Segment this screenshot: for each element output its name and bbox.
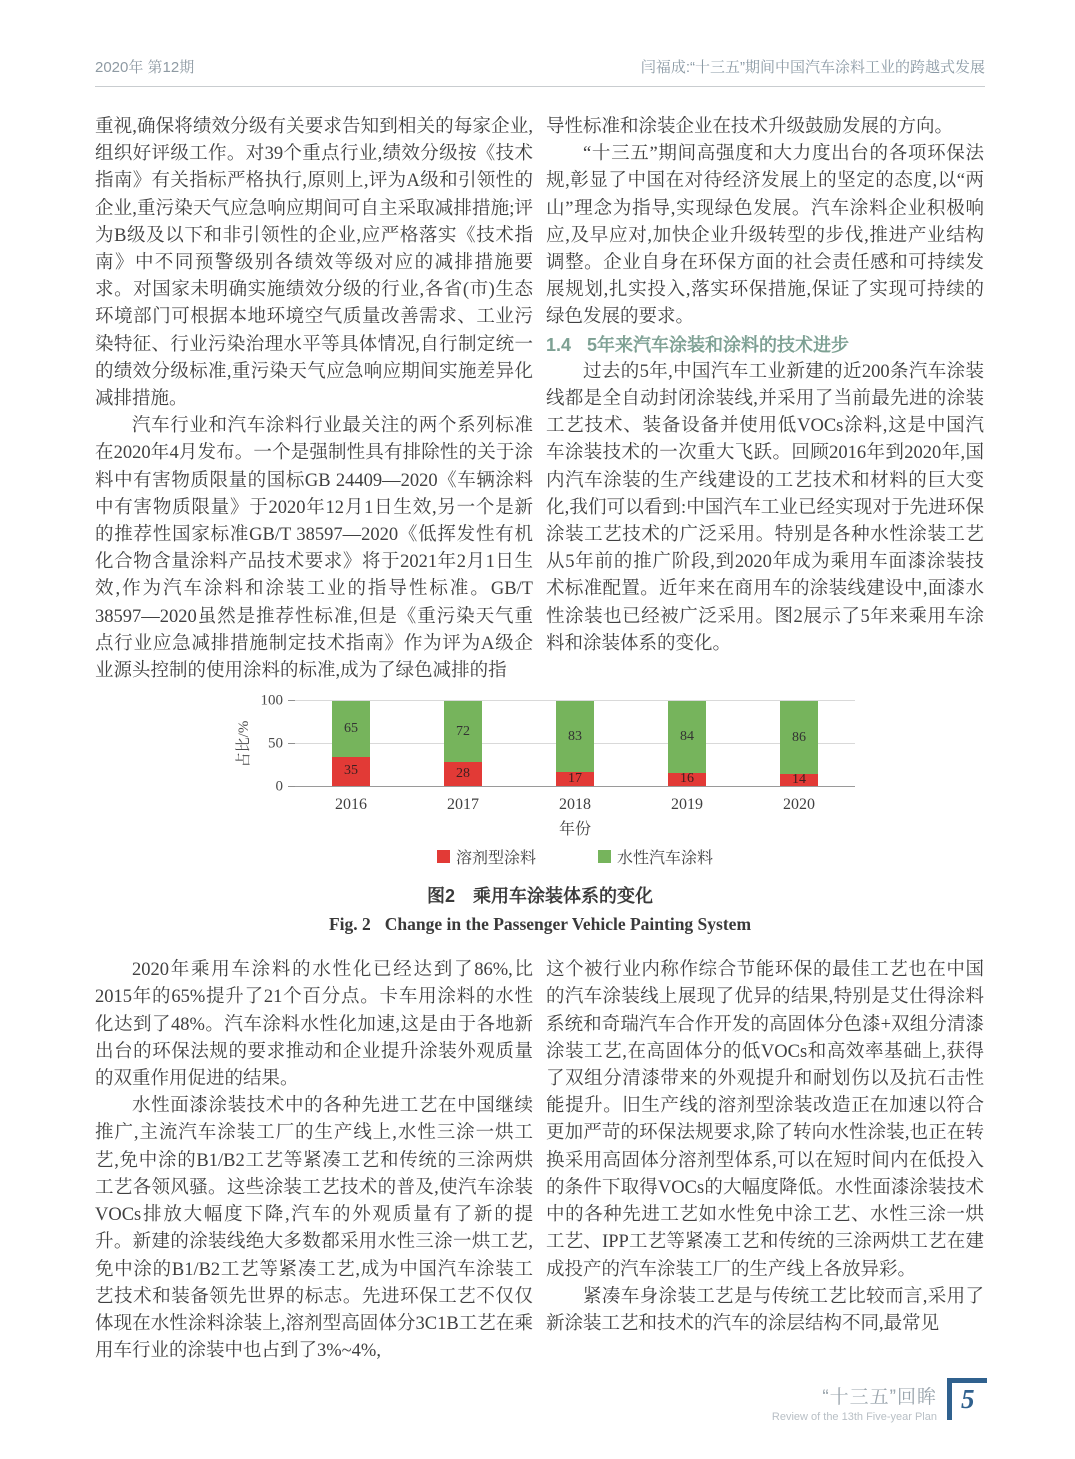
x-tick-label: 2019 — [671, 796, 703, 814]
section-title: 5年来汽车涂装和涂料的技术进步 — [587, 334, 850, 355]
y-tick-label: 100 — [260, 692, 283, 709]
bar-value-label: 84 — [680, 728, 694, 744]
x-tick-label: 2016 — [335, 796, 367, 814]
legend-item — [437, 845, 536, 868]
chart-plot-bars — [295, 701, 855, 786]
figure-caption-zh — [95, 882, 985, 908]
y-tick-label: 0 — [275, 778, 283, 795]
figure-caption-en-text: Change in the Passenger Vehicle Painting System — [384, 914, 752, 935]
figure-caption-zh-label: 图2 — [426, 886, 455, 907]
stacked-bar-2018 — [556, 701, 594, 786]
page-footer — [772, 1378, 987, 1423]
paragraph: 汽车行业和汽车涂料行业最关注的两个系列标准在2020年4月发布。一个是强制性具有排除性的关于涂料中有害物质限量的国标GB 24409—2020《车辆涂料中有害物质限量》于2020年12月1日生效,另一个是新的推荐性国家标准GB/T 38597—2020《低挥发性有机化合物含量涂料产品技术要求》将于2021年2月1日生效,作为汽车涂料和涂装工业的指导性标准。GB/T 38597—2020虽然是推荐性标准,但是《重污染天气重点行业应急减排措施制定技术指南》作为评为A级企业源头控制的使用涂料的标准,成为了绿色减排的指 — [95, 416, 533, 682]
figure-2 — [95, 692, 985, 935]
bar-segment-水性汽车涂料 — [668, 701, 706, 772]
x-tick-label: 2020 — [783, 796, 815, 814]
right-column-bottom — [546, 957, 984, 1365]
left-column-bottom — [95, 957, 533, 1365]
stacked-bar-2016 — [332, 701, 370, 786]
bar-segment-溶剂型涂料 — [780, 774, 818, 786]
stacked-bar-chart — [225, 692, 855, 868]
legend-item — [598, 845, 713, 868]
y-tick-mark — [288, 786, 295, 787]
page-number: 5 — [961, 1384, 975, 1414]
footer-title-en: Review of the 13th Five-year Plan — [771, 1411, 937, 1423]
stacked-bar-2017 — [444, 701, 482, 786]
chart-plot — [295, 701, 855, 787]
stacked-bar-2019 — [668, 701, 706, 786]
y-tick-mark — [288, 743, 295, 744]
x-tick-label: 2018 — [559, 796, 591, 814]
paragraph: 这个被行业内称作综合节能环保的最佳工艺也在中国的汽车涂装线上展现了优异的结果,特别是艾仕得涂料系统和奇瑞汽车合作开发的高固体分色漆+双组分清漆涂装工艺,在高固体分的低VOCs和高效率基础上,获得了双组分清漆带来的外观提升和耐划伤以及抗石击性能提升。旧生产线的溶剂型涂装改造正在加速以符合更加严苛的环保法规要求,除了转向水性涂装,也正在转换采用高固体分溶剂型体系,可以在短时间内在低投入的条件下取得VOCs的大幅度降低。水性面漆涂装技术中的各种先进工艺如水性免中涂工艺、水性三涂一烘工艺、IPP工艺等紧凑工艺和传统的三涂两烘工艺在建成投产的汽车涂装工厂的生产线上各放异彩。 — [546, 960, 984, 1280]
chart-legend — [295, 845, 855, 868]
paragraph: 导性标准和涂装企业在技术升级鼓励发展的方向。 — [546, 117, 954, 137]
paragraph: 紧凑车身涂装工艺是与传统工艺比较而言,采用了新涂装工艺和技术的汽车的涂层结构不同,最常见 — [546, 1286, 984, 1334]
right-column-top — [546, 114, 984, 685]
legend-label: 水性汽车涂料 — [617, 850, 714, 868]
y-tick-label: 50 — [268, 735, 283, 752]
figure-caption-zh-text: 乘用车涂装体系的变化 — [473, 886, 653, 907]
bar-value-label: 35 — [344, 763, 358, 779]
chart-x-ticks — [295, 796, 855, 814]
bar-value-label: 72 — [456, 723, 470, 739]
legend-swatch — [437, 850, 450, 863]
section-number: 1.4 — [546, 334, 572, 355]
bar-segment-水性汽车涂料 — [780, 701, 818, 774]
legend-label: 溶剂型涂料 — [455, 850, 536, 868]
legend-swatch — [598, 850, 611, 863]
x-tick-label: 2017 — [447, 796, 479, 814]
bar-segment-水性汽车涂料 — [444, 701, 482, 762]
paragraph: 2020年乘用车涂料的水性化已经达到了86%,比2015年的65%提升了21个百分点。卡车用涂料的水性化达到了48%。汽车涂料水性化加速,这是由于各地新出台的环保法规的要求推动和企业提升涂装外观质量的双重作用促进的结果。 — [95, 960, 533, 1090]
bar-segment-溶剂型涂料 — [556, 772, 594, 786]
bar-value-label: 28 — [456, 766, 470, 782]
section-heading — [546, 332, 984, 359]
figure-caption-en — [95, 914, 985, 935]
bar-segment-水性汽车涂料 — [556, 701, 594, 772]
bar-value-label: 83 — [568, 728, 582, 744]
lower-text-section — [95, 957, 985, 1365]
bar-value-label: 17 — [568, 771, 582, 787]
upper-text-section — [95, 114, 985, 685]
bar-value-label: 14 — [792, 772, 806, 788]
paragraph: 过去的5年,中国汽车工业新建的近200条汽车涂装线都是全自动封闭涂装线,并采用了当前最先进的涂装工艺技术、装备设备并使用低VOCs涂料,这是中国汽车涂装技术的一次重大飞跃。回顾2016年到2020年,国内汽车涂装的生产线建设的工艺技术和材料的巨大变化,我们可以看到:中国汽车工业已经实现对于先进环保涂装工艺技术的广泛采用。特别是各种水性涂装工艺从5年前的推广阶段,到2020年成为乘用车面漆涂装技术标准配置。近年来在商用车的涂装线建设中,面漆水性涂装也已经被广泛采用。图2展示了5年来乘用车涂料和涂装体系的变化。 — [546, 361, 984, 654]
bar-value-label: 86 — [792, 729, 806, 745]
bar-value-label: 16 — [680, 771, 694, 787]
paragraph: 水性面漆涂装技术中的各种先进工艺在中国继续推广,主流汽车涂装工厂的生产线上,水性三涂一烘工艺,免中涂的B1/B2工艺等紧凑工艺和传统的三涂两烘工艺各领风骚。这些涂装工艺技术的普及,使汽车涂装VOCs排放大幅度下降,汽车的外观质量有了新的提升。新建的涂装线绝大多数都采用水性三涂一烘工艺,免中涂的B1/B2工艺等紧凑工艺,成为中国汽车涂装工艺技术和装备领先世界的标志。先进环保工艺不仅仅体现在水性涂料涂装上,溶剂型高固体分3C1B工艺在乘用车行业的涂装中也占到了3%~4%, — [95, 1096, 533, 1362]
page-number-bracket — [947, 1378, 987, 1420]
figure-caption-en-label: Fig. 2 — [328, 914, 371, 935]
bar-segment-水性汽车涂料 — [332, 701, 370, 756]
y-axis-label: 占比/% — [235, 720, 252, 768]
x-axis-label: 年份 — [558, 821, 591, 839]
bar-segment-溶剂型涂料 — [444, 762, 482, 786]
footer-title-zh: “十三五”回眸 — [822, 1387, 937, 1408]
paragraph: 重视,确保将绩效分级有关要求告知到相关的每家企业,组织好评级工作。对39个重点行业,绩效分级按《技术指南》有关指标严格执行,原则上,评为A级和引领性的企业,重污染天气应急响应期间可自主采取减排措施;评为B级及以下和非引领性的企业,应严格落实《技术指南》中不同预警级别各绩效等级对应的减排措施要求。对国家未明确实施绩效分级的行业,各省(市)生态环境部门可根据本地环境空气质量改善需求、工业污染特征、行业污染治理水平等具体情况,自行制定统一的绩效分级标准,重污染天气应急响应期间实施差异化减排措施。 — [95, 117, 533, 410]
footer-text — [772, 1378, 937, 1423]
bar-segment-溶剂型涂料 — [668, 773, 706, 787]
issue-info: 2020年 第12期 — [95, 59, 195, 76]
bar-segment-溶剂型涂料 — [332, 757, 370, 787]
y-axis-label-cell — [225, 701, 252, 787]
page-header — [95, 56, 985, 87]
y-tick-mark — [288, 700, 295, 701]
left-column-top — [95, 114, 533, 685]
paragraph: “十三五”期间高强度和大力度出台的各项环保法规,彰显了中国在对待经济发展上的坚定的态度,以“两山”理念为指导,实现绿色发展。汽车涂料企业积极响应,及早应对,加快企业升级转型的步伐,推进产业结构调整。企业自身在环保方面的社会责任感和可持续发展规划,扎实投入,落实环保措施,保证了实现可持续的绿色发展的要求。 — [546, 144, 984, 328]
stacked-bar-2020 — [780, 701, 818, 786]
running-title: 闫福成:“十三五”期间中国汽车涂料工业的跨越式发展 — [640, 59, 985, 76]
bar-value-label: 65 — [344, 720, 358, 736]
chart-y-axis — [249, 692, 295, 795]
